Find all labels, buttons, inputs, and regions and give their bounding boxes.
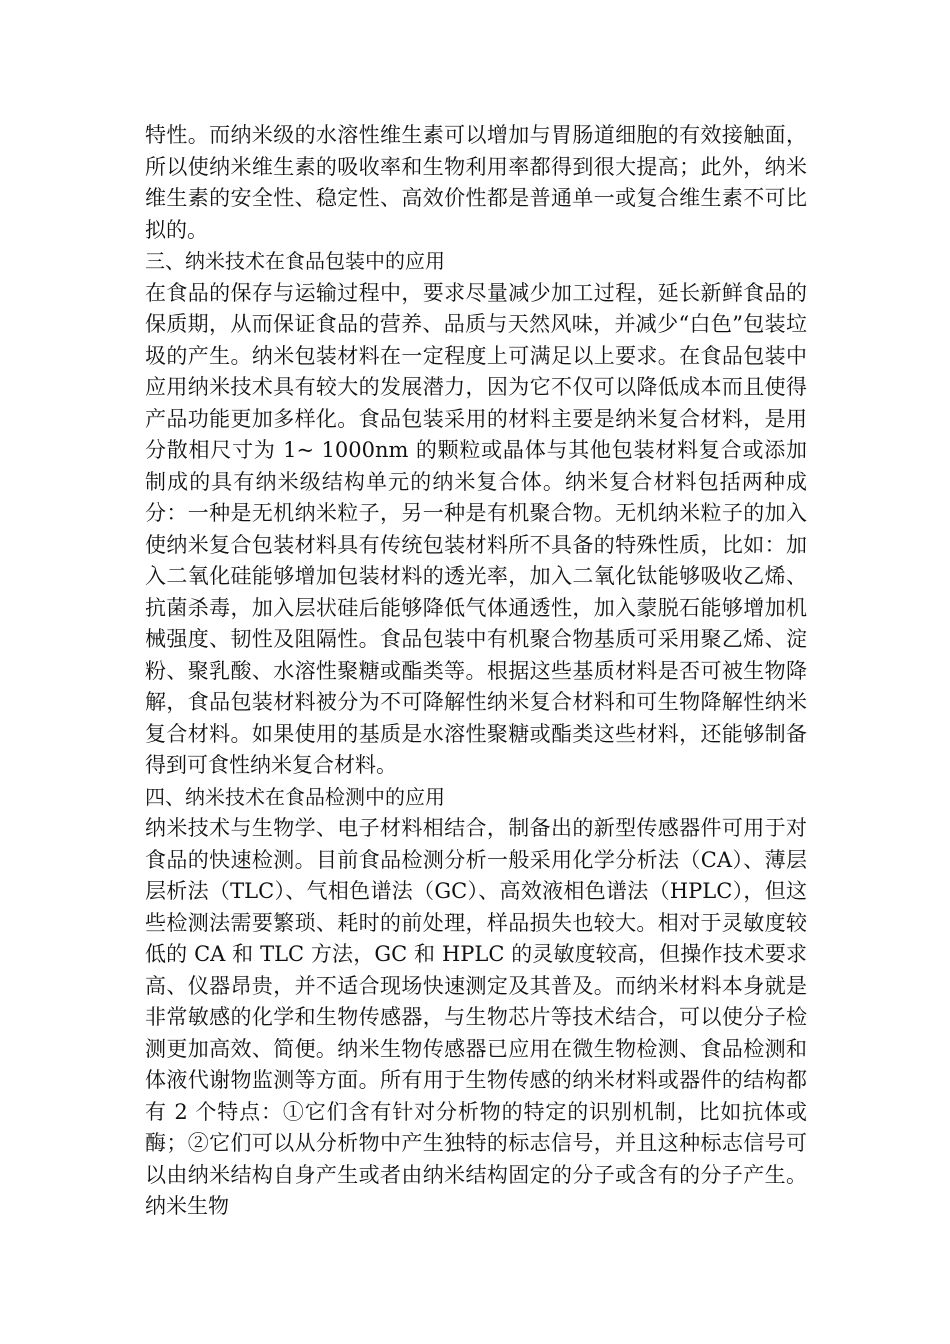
section-heading-packaging: 三、纳米技术在食品包装中的应用: [145, 249, 445, 273]
paragraph-vitamins: 特性。而纳米级的水溶性维生素可以增加与胃肠道细胞的有效接触面，所以使纳米维生素的吸收率和生物利用率都得到很大提高；此外，纳米维生素的安全性、稳定性、高效价性都是普通单一或复合维生素不可比拟的。: [145, 123, 807, 242]
section-heading-detection: 四、纳米技术在食品检测中的应用: [145, 784, 445, 809]
paragraph-packaging: 在食品的保存与运输过程中，要求尽量减少加工过程，延长新鲜食品的保质期，从而保证食品的营养、品质与天然风味，并减少“白色”包装垃圾的产生。纳米包装材料在一定程度上可满足以上要求。在食品包装中应用纳米技术具有较大的发展潜力，因为它不仅可以降低成本而且使得产品功能更加多样化。食品包装采用的材料主要是纳米复合材料，是用分散相尺寸为 1~ 1000nm 的颗粒或晶体与其他包装材料复合或添加制成的具有纳米级结构单元的纳米复合体。纳米复合材料包括两种成分：一种是无机纳米粒子，另一种是有机聚合物。无机纳米粒子的加入使纳米复合包装材料具有传统包装材料所不具备的特殊性质，比如：加入二氧化硅能够增加包装材料的透光率，加入二氧化钛能够吸收乙烯、抗菌杀毒，加入层状硅后能够降低气体通透性，加入蒙脱石能够增加机械强度、韧性及阻隔性。食品包装中有机聚合物基质可采用聚乙烯、淀粉、聚乳酸、水溶性聚糖或酯类等。根据这些基质材料是否可被生物降解，食品包装材料被分为不可降解性纳米复合材料和可生物降解性纳米复合材料。如果使用的基质是水溶性聚糖或酯类这些材料，还能够制备得到可食性纳米复合材料。: [145, 280, 807, 777]
document-page: [145, 120, 807, 1223]
paragraph-detection: 纳米技术与生物学、电子材料相结合，制备出的新型传感器件可用于对食品的快速检测。目前食品检测分析一般采用化学分析法（CA）、薄层层析法（TLC）、气相色谱法（GC）、高效液相色谱法（HPLC），但这些检测法需要繁琐、耗时的前处理，样品损失也较大。相对于灵敏度较低的 CA 和 TLC 方法，GC 和 HPLC 的灵敏度较高，但操作技术要求高、仪器昂贵，并不适合现场快速测定及其普及。而纳米材料本身就是非常敏感的化学和生物传感器，与生物芯片等技术结合，可以使分子检测更加高效、简便。纳米生物传感器已应用在微生物检测、食品检测和体液代谢物监测等方面。所有用于生物传感的纳米材料或器件的结构都有 2 个特点：①它们含有针对分析物的特定的识别机制，比如抗体或酶；②它们可以从分析物中产生独特的标志信号，并且这种标志信号可以由纳米结构自身产生或者由纳米结构固定的分子或含有的分子产生。纳米生物: [145, 816, 807, 1218]
